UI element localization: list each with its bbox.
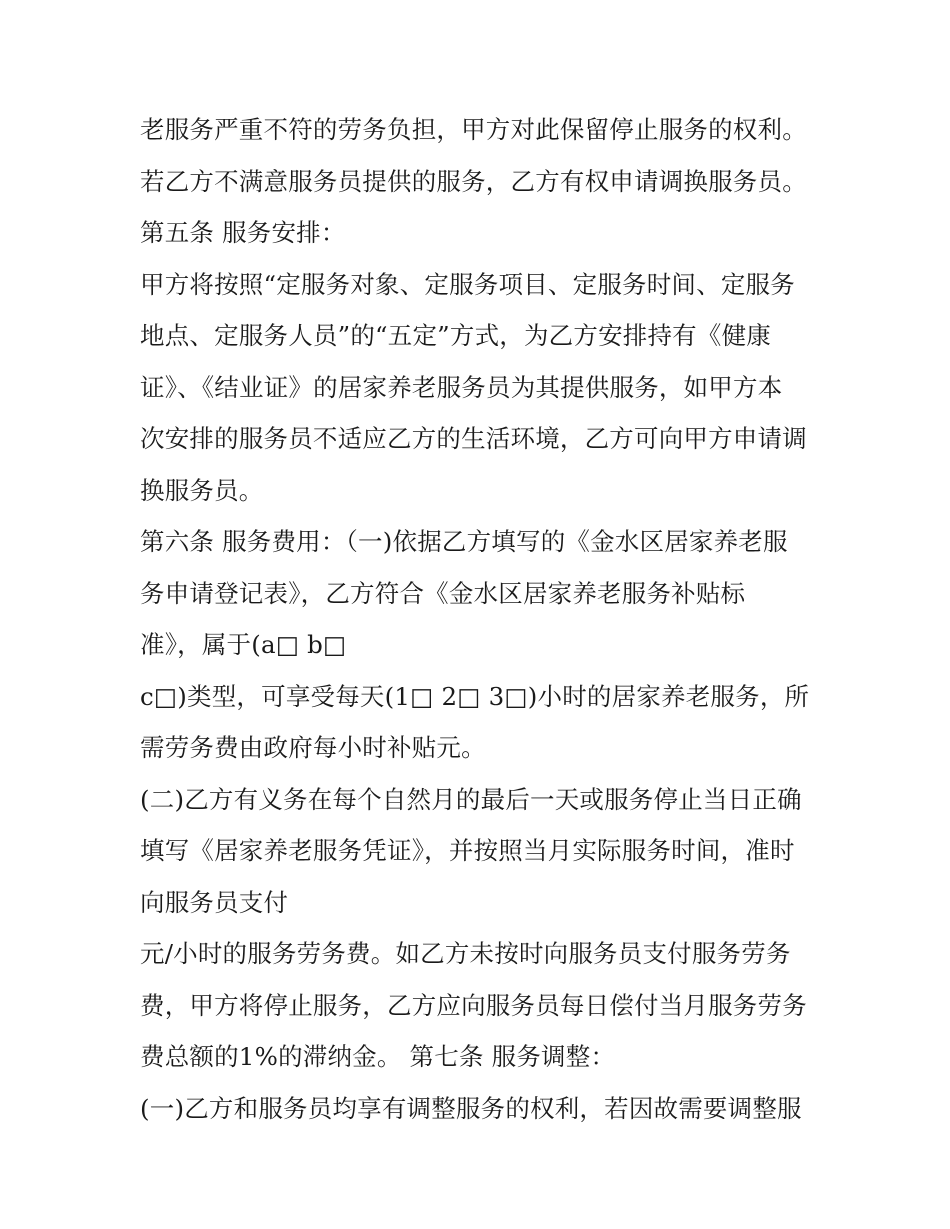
text-line: 换服务员。: [140, 475, 264, 505]
text-line: 费，甲方将停止服务，乙方应向服务员每日偿付当月服务劳务: [140, 990, 807, 1020]
text-line: 地点、定服务人员”的“五定”方式，为乙方安排持有《健康: [140, 321, 771, 350]
text-line: 老服务严重不符的劳务负担，甲方对此保留停止服务的权利。: [140, 115, 807, 144]
text-line: 甲方将按照“定服务对象、定服务项目、定服务时间、定服务: [140, 269, 795, 299]
text-line: c□)类型，可享受每天(1□ 2□ 3□)小时的居家养老服务，所: [140, 681, 810, 711]
text-line: 若乙方不满意服务员提供的服务，乙方有权申请调换服务员。: [140, 166, 807, 196]
text-line: 次安排的服务员不适应乙方的生活环境，乙方可向甲方申请调: [140, 424, 807, 453]
text-line: (一)乙方和服务员均享有调整服务的权利，若因故需要调整服: [140, 1093, 802, 1123]
section-heading-article-6: 第六条 服务费用：（一)依据乙方填写的《金水区居家养老服: [140, 527, 788, 556]
text-line: 证》、《结业证》的居家养老服务员为其提供服务，如甲方本: [140, 372, 783, 402]
document-body: [140, 104, 830, 1134]
section-heading-article-5: 第五条 服务安排：: [140, 218, 346, 247]
text-line: 元/小时的服务劳务费。如乙方未按时向服务员支付服务劳务: [140, 939, 791, 968]
text-line: 准》，属于(a□ b□: [140, 630, 347, 659]
text-line: 填写《居家养老服务凭证》，并按照当月实际服务时间，准时: [140, 836, 795, 865]
text-line: 向服务员支付: [140, 887, 289, 917]
section-heading-article-7: 费总额的1%的滞纳金。 第七条 服务调整：: [140, 1042, 616, 1071]
text-line: (二)乙方有义务在每个自然月的最后一天或服务停止当日正确: [140, 784, 802, 814]
text-line: 需劳务费由政府每小时补贴元。: [140, 733, 486, 762]
text-line: 务申请登记表》，乙方符合《金水区居家养老服务补贴标: [140, 578, 746, 608]
